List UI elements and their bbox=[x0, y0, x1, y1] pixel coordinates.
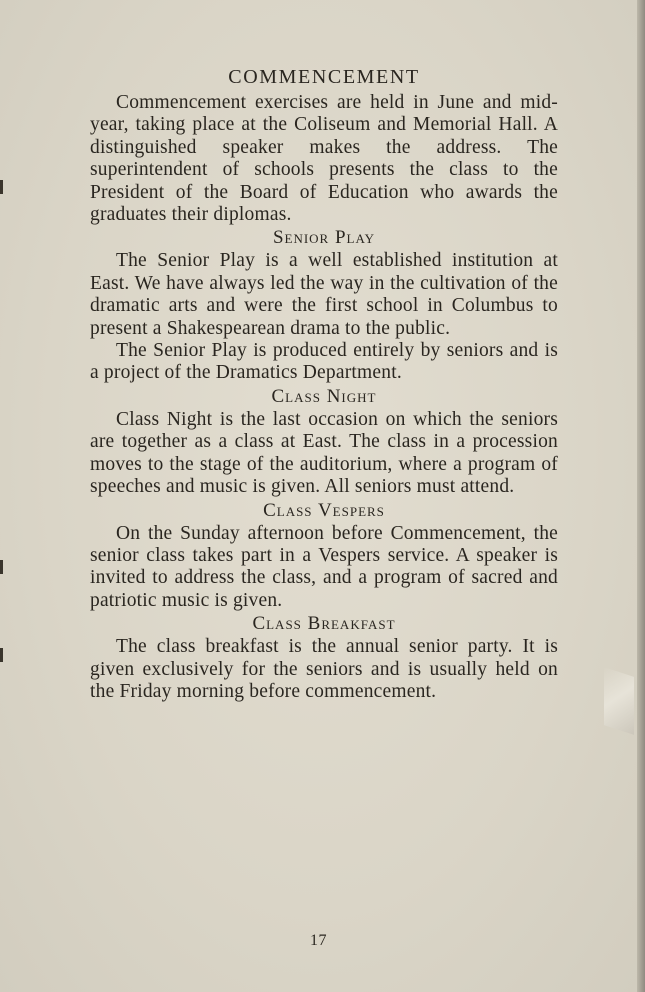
binding-mark bbox=[0, 648, 3, 662]
section-heading: Senior Play bbox=[272, 227, 376, 249]
section-class-breakfast bbox=[90, 612, 558, 703]
section-senior-play bbox=[90, 226, 558, 384]
section-class-night bbox=[90, 385, 558, 499]
section-class-vespers bbox=[90, 499, 558, 613]
paragraph: The Senior Play is produced entirely by seniors and is a project of the Dramatics Department. bbox=[90, 340, 558, 384]
page-text bbox=[90, 62, 558, 703]
paragraph: The Senior Play is a well established institution at East. We have always led the way in the cultivation of the dramatic arts and were the first school in Columbus to present a Shakespearean drama to the public. bbox=[90, 250, 558, 339]
paragraph: Class Night is the last occasion on which the seniors are together as a class at East. The class in a procession moves to the stage of the auditorium, where a program of speeches and music is given. All seniors must attend. bbox=[90, 408, 558, 498]
section-heading: Class Breakfast bbox=[252, 613, 396, 635]
paragraph: The class breakfast is the annual senior party. It is given exclusively for the seniors and is usually held on the Friday morning before commencement. bbox=[90, 636, 558, 702]
paragraph: Commencement exercises are held in June and mid-year, taking place at the Coliseum and Memorial Hall. A distinguished speaker makes the address. The superintendent of schools presents the class to the President of the Board of Education who awards the graduates their diplomas. bbox=[90, 92, 558, 226]
section-heading: Class Night bbox=[271, 385, 377, 407]
binding-mark bbox=[0, 180, 3, 194]
page-title: COMMENCEMENT bbox=[228, 66, 420, 88]
section-commencement bbox=[90, 92, 558, 226]
page-number: 17 bbox=[310, 932, 327, 949]
binding-mark bbox=[0, 560, 3, 574]
page-edge bbox=[637, 0, 645, 992]
page-fold bbox=[604, 667, 634, 735]
section-heading: Class Vespers bbox=[263, 499, 385, 521]
paragraph: On the Sunday afternoon before Commencement, the senior class takes part in a Vespers service. A speaker is invited to address the class, and a program of sacred and patriotic music is given. bbox=[90, 522, 558, 611]
